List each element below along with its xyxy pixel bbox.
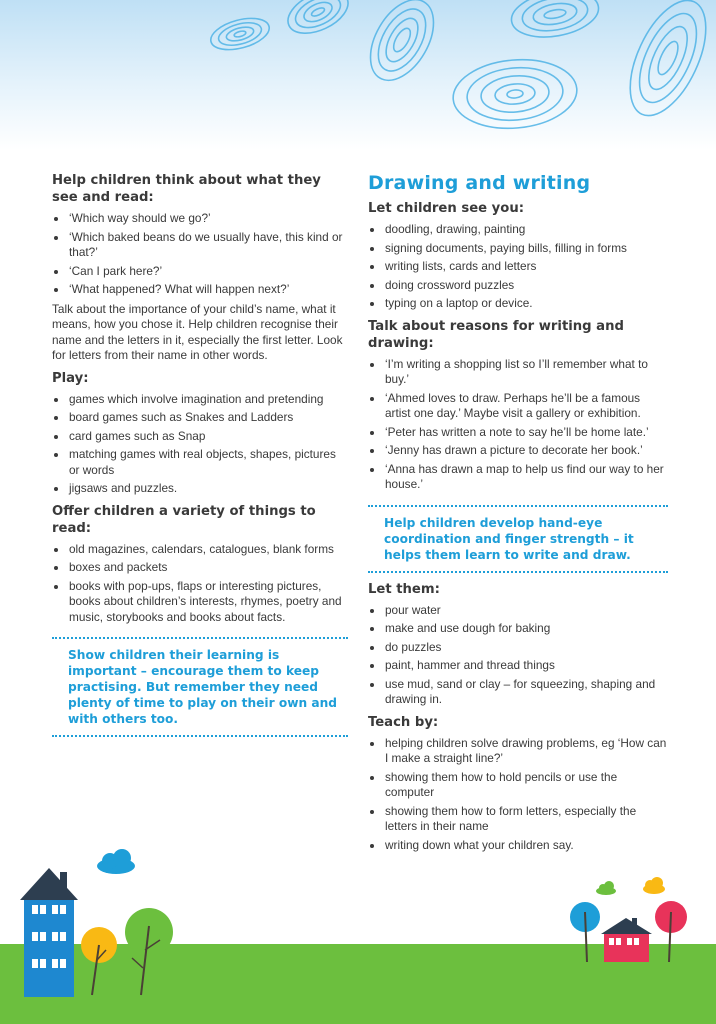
list-item: doodling, drawing, painting	[368, 222, 668, 238]
heading-let-see: Let children see you:	[368, 201, 525, 216]
tree-icon	[655, 901, 687, 962]
heading-let-them: Let them:	[368, 581, 440, 597]
heading-teach-by: Teach by:	[368, 714, 439, 730]
list-item: ‘Which baked beans do we usually have, this kind or that?’	[52, 230, 348, 261]
list-item: helping children solve drawing problems, eg ‘How can I make a straight line?’	[368, 736, 668, 767]
list-item: games which involve imagination and pretending	[52, 392, 348, 408]
list-item: use mud, sand or clay – for squeezing, shaping and drawing in.	[368, 677, 668, 708]
paragraph-name-importance: Talk about the importance of your child’s name, what it means, how you chose it. Help children recognise their name and the letters in it, especially the first letter. Look for letters from their name in other words.	[52, 301, 343, 362]
list-item: ‘I’m writing a shopping list so I’ll remember what to buy.’	[368, 357, 668, 388]
list-item: books with pop-ups, flaps or interesting pictures, books about children’s interests, rhymes, poetry and music, storybooks and books about facts.	[52, 579, 348, 626]
list-item: signing documents, paying bills, filling in forms	[368, 241, 668, 257]
callout-hand-eye: Help children develop hand-eye coordination and finger strength – it helps them learn to write and draw.	[368, 505, 668, 573]
list-item: card games such as Snap	[52, 429, 348, 445]
list-item: jigsaws and puzzles.	[52, 481, 348, 497]
callout-learning-important: Show children their learning is important – encourage them to keep practising. But remember they need plenty of time to play on their own and with others too.	[52, 637, 348, 737]
list-item: showing them how to hold pencils or use the computer	[368, 770, 668, 801]
cloud-icon	[97, 849, 135, 874]
list-item: doing crossword puzzles	[368, 278, 668, 294]
cloud-icon	[643, 877, 665, 894]
heading-reasons: Talk about reasons for writing and drawing:	[368, 318, 624, 351]
list-item: board games such as Snakes and Ladders	[52, 410, 348, 426]
list-item: ‘Can I park here?’	[52, 264, 348, 280]
list-item: ‘Which way should we go?’	[52, 211, 348, 227]
list-item: ‘Anna has drawn a map to help us find our way to her house.’	[368, 462, 668, 493]
list-item: pour water	[368, 603, 668, 619]
list-item: writing lists, cards and letters	[368, 259, 668, 275]
tree-icon	[81, 927, 117, 995]
list-item: boxes and packets	[52, 560, 348, 576]
tree-icon	[570, 902, 600, 962]
house-icon	[20, 868, 78, 997]
heading-play: Play:	[52, 370, 89, 386]
list-item: old magazines, calendars, catalogues, blank forms	[52, 542, 348, 558]
heading-think-see-read: Help children think about what they see and read:	[52, 173, 321, 205]
list-item: make and use dough for baking	[368, 621, 668, 637]
list-item: ‘Peter has written a note to say he’ll be home late.’	[368, 425, 668, 441]
list-item: ‘Jenny has drawn a picture to decorate her book.’	[368, 443, 668, 459]
list-item: typing on a laptop or device.	[368, 296, 668, 312]
list-item: matching games with real objects, shapes, pictures or words	[52, 447, 348, 478]
cloud-icon	[596, 881, 616, 895]
house-icon	[601, 918, 652, 962]
list-item: writing down what your children say.	[368, 838, 668, 854]
list-item: do puzzles	[368, 640, 668, 656]
list-item: ‘What happened? What will happen next?’	[52, 282, 348, 298]
heading-offer-read: Offer children a variety of things to read:	[52, 503, 316, 536]
list-item: ‘Ahmed loves to draw. Perhaps he’ll be a famous artist one day.’ Maybe visit a gallery or exhibition.	[368, 391, 668, 422]
section-title: Drawing and writing	[368, 172, 591, 194]
list-item: showing them how to form letters, especially the letters in their name	[368, 804, 668, 835]
tree-icon	[125, 908, 173, 995]
list-item: paint, hammer and thread things	[368, 658, 668, 674]
